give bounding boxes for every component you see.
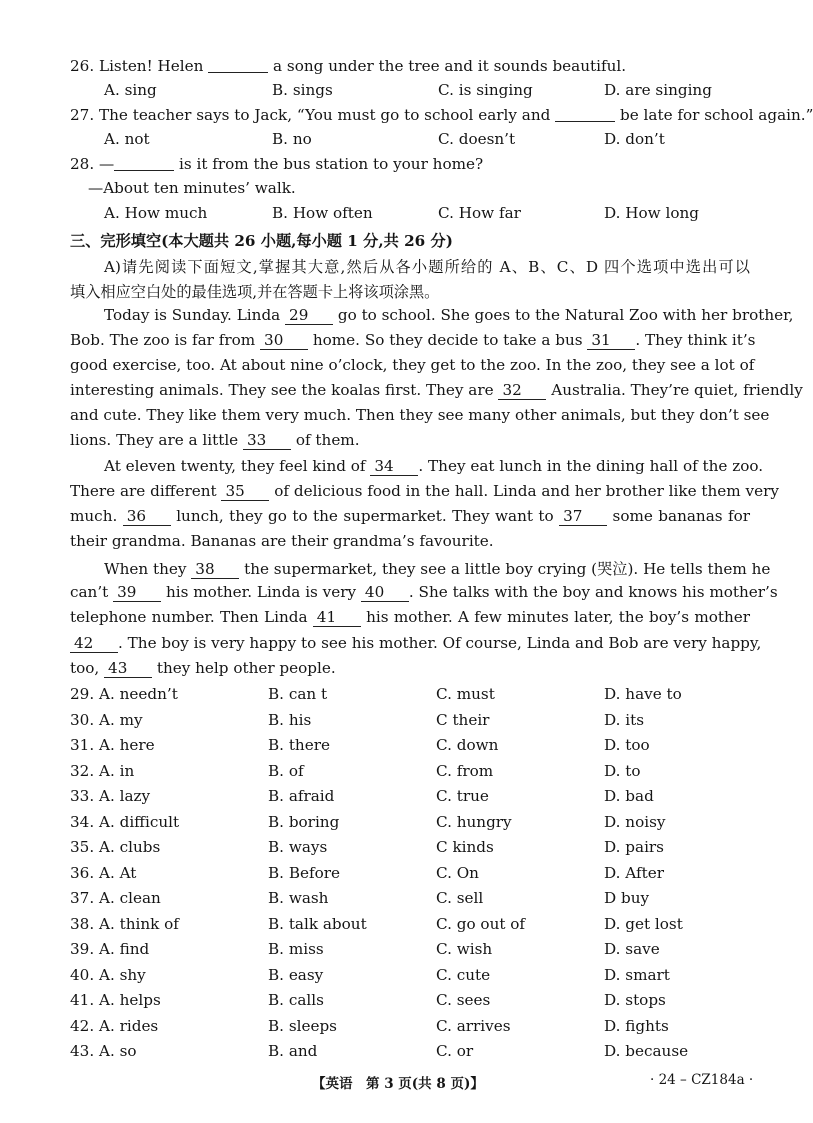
choice-option-b: B. sleeps — [268, 1016, 337, 1035]
choice-row-32 — [70, 762, 760, 786]
passage-line: 42 . The boy is very happy to see his mother. Of course, Linda and Bob are very happy, — [70, 634, 750, 653]
choice-option-c: C. must — [436, 685, 495, 703]
choice-option-a: 35. A. clubs — [70, 838, 161, 856]
options-28 — [104, 204, 764, 226]
question-number: 28. — [70, 155, 95, 173]
choice-option-c: C kinds — [436, 838, 494, 856]
passage-line: interesting animals. They see the koalas first. They are 32 Australia. They’re quiet, friendly — [70, 381, 803, 399]
choice-row-29 — [70, 685, 760, 709]
choice-row-34 — [70, 813, 760, 837]
passage-line: At eleven twenty, they feel kind of 34 . They eat lunch in the dining hall of the zoo. — [104, 457, 764, 475]
choice-option-b: B. talk about — [268, 914, 367, 933]
question-text: be late for school again.” — [620, 106, 813, 124]
choice-row-31 — [70, 736, 760, 760]
choice-option-c: C. hungry — [436, 812, 512, 831]
blank-33: 33 — [243, 431, 291, 450]
choice-option-a: 32. A. in — [70, 761, 135, 780]
choice-row-30 — [70, 711, 760, 735]
question-26 — [70, 57, 760, 75]
choice-row-36 — [70, 864, 760, 888]
section-instruction-line-1: A)请先阅读下面短文,掌握其大意,然后从各小题所给的 A、B、C、D 四个选项中选出可以 — [104, 258, 750, 276]
choice-option-b: B. calls — [268, 991, 324, 1009]
blank-41: 41 — [313, 608, 361, 627]
choice-row-43 — [70, 1042, 760, 1066]
passage-line: and cute. They like them very much. Then they see many other animals, but they don’t see — [70, 406, 770, 424]
passage-line: much. 36 lunch, they go to the supermarket. They want to 37 some bananas for — [70, 507, 751, 525]
options-27 — [104, 130, 764, 152]
choice-option-d: D. its — [604, 710, 645, 729]
choice-option-d: D. noisy — [604, 812, 666, 831]
choice-option-a: 30. A. my — [70, 710, 143, 729]
choice-option-c: C. On — [436, 863, 479, 882]
question-text: The teacher says to Jack, “You must go to school early and — [98, 106, 551, 124]
blank-32: 32 — [498, 381, 546, 400]
blank-34: 34 — [370, 457, 418, 476]
section-instruction-line-2: 填入相应空白处的最佳选项,并在答题卡上将该项涂黑。 — [70, 283, 440, 301]
choice-option-c: C. wish — [436, 940, 493, 958]
choice-option-b: B. ways — [268, 838, 328, 856]
choice-row-40 — [70, 966, 760, 990]
choice-option-c: C. from — [436, 761, 494, 780]
choice-row-35 — [70, 838, 760, 862]
question-text: — — [98, 155, 115, 173]
choice-option-d: D. smart — [604, 965, 670, 984]
choice-option-a: 39. A. find — [70, 940, 150, 958]
choice-row-37 — [70, 889, 760, 913]
choice-option-b: B. afraid — [268, 787, 335, 805]
choice-option-c: C. or — [436, 1042, 474, 1060]
passage-line: their grandma. Bananas are their grandma’s favourite. — [70, 532, 494, 550]
choice-option-b: B. and — [268, 1042, 318, 1060]
choice-row-41 — [70, 991, 760, 1015]
choice-option-a: 42. A. rides — [70, 1016, 159, 1035]
option-c: C. doesn’t — [438, 130, 516, 148]
choice-option-b: B. can t — [268, 685, 328, 703]
passage-line: When they 38 the supermarket, they see a little boy crying (哭泣). He tells them he — [104, 560, 771, 578]
option-a: A. How much — [104, 204, 208, 222]
dialogue-reply: —About ten minutes’ walk. — [88, 179, 296, 197]
option-d: D. are singing — [604, 81, 712, 99]
choice-row-38 — [70, 915, 760, 939]
choice-option-a: 40. A. shy — [70, 965, 146, 984]
choice-option-a: 34. A. difficult — [70, 812, 180, 831]
choice-option-b: B. wash — [268, 889, 329, 907]
choice-option-d: D. bad — [604, 787, 654, 805]
choice-option-c: C. go out of — [436, 914, 526, 933]
choice-option-a: 43. A. so — [70, 1042, 137, 1060]
choice-row-33 — [70, 787, 760, 811]
question-text: Listen! Helen — [98, 57, 204, 75]
choice-option-d: D. to — [604, 761, 641, 780]
choice-option-c: C. arrives — [436, 1016, 511, 1035]
choice-option-d: D. too — [604, 736, 650, 754]
option-a: A. sing — [104, 81, 157, 99]
option-a: A. not — [104, 130, 150, 148]
blank-31: 31 — [587, 331, 635, 350]
blank-29: 29 — [285, 306, 333, 325]
option-c: C. How far — [438, 204, 521, 222]
choice-option-d: D. get lost — [604, 914, 683, 933]
choice-option-a: 31. A. here — [70, 736, 155, 754]
question-text: is it from the bus station to your home? — [179, 155, 484, 173]
option-b: B. sings — [272, 81, 333, 99]
blank-35: 35 — [221, 482, 269, 501]
choice-option-b: B. boring — [268, 812, 340, 831]
option-b: B. How often — [272, 204, 373, 222]
question-number: 26. — [70, 57, 95, 75]
choice-option-d: D. because — [604, 1042, 689, 1060]
passage-line: lions. They are a little 33 of them. — [70, 431, 360, 449]
choice-option-d: D. fights — [604, 1016, 669, 1035]
passage-line: Today is Sunday. Linda 29 go to school. She goes to the Natural Zoo with her brother, — [104, 306, 794, 324]
choice-option-d: D. stops — [604, 991, 666, 1009]
passage-line: There are different 35 of delicious food in the hall. Linda and her brother like them very — [70, 482, 779, 500]
question-text: a song under the tree and it sounds beautiful. — [273, 57, 627, 75]
choice-option-b: B. miss — [268, 940, 324, 958]
question-28 — [70, 155, 760, 173]
options-26 — [104, 81, 764, 103]
choice-option-d: D. pairs — [604, 838, 664, 856]
answer-blank — [114, 156, 174, 171]
section-title: 三、完形填空(本大题共 26 小题,每小题 1 分,共 26 分) — [70, 232, 453, 250]
question-number: 27. — [70, 106, 95, 124]
page-indicator: 【英语 第 3 页(共 8 页)】 — [312, 1076, 484, 1092]
passage-line: can’t 39 his mother. Linda is very 40 . She talks with the boy and knows his mother’s — [70, 583, 778, 601]
option-b: B. no — [272, 130, 312, 148]
question-28-answer — [88, 179, 778, 197]
blank-42: 42 — [70, 634, 118, 653]
blank-40: 40 — [361, 583, 409, 602]
blank-30: 30 — [260, 331, 308, 350]
choice-option-b: B. Before — [268, 863, 340, 882]
choice-option-b: B. his — [268, 710, 312, 729]
blank-36: 36 — [123, 507, 171, 526]
passage-line: telephone number. Then Linda 41 his mother. A few minutes later, the boy’s mother — [70, 608, 751, 626]
choice-option-b: B. easy — [268, 965, 324, 984]
choice-option-b: B. there — [268, 736, 330, 754]
choice-row-39 — [70, 940, 760, 964]
choice-option-a: 29. A. needn’t — [70, 685, 178, 703]
choice-option-c: C. down — [436, 736, 499, 754]
choice-option-a: 33. A. lazy — [70, 787, 151, 805]
choice-option-d: D. save — [604, 940, 660, 958]
passage-line: Bob. The zoo is far from 30 home. So they decide to take a bus 31 . They think it’s — [70, 331, 756, 349]
choice-option-c: C. true — [436, 787, 489, 805]
choice-option-a: 36. A. At — [70, 863, 137, 882]
option-d: D. How long — [604, 204, 700, 222]
choice-option-c: C. sees — [436, 991, 491, 1009]
choice-option-c: C. cute — [436, 965, 491, 984]
choice-option-c: C. sell — [436, 889, 484, 907]
choice-row-42 — [70, 1017, 760, 1041]
choice-option-a: 37. A. clean — [70, 889, 161, 907]
option-d: D. don’t — [604, 130, 665, 148]
answer-blank — [208, 58, 268, 73]
passage-line: good exercise, too. At about nine o’clock, they get to the zoo. In the zoo, they see a lot of — [70, 356, 755, 374]
answer-blank — [555, 107, 615, 122]
choice-option-a: 41. A. helps — [70, 991, 161, 1009]
option-c: C. is singing — [438, 81, 533, 99]
blank-43: 43 — [104, 659, 152, 678]
blank-38: 38 — [191, 560, 239, 579]
choice-option-b: B. of — [268, 761, 304, 780]
choice-option-d: D. have to — [604, 685, 682, 703]
question-27 — [70, 106, 813, 124]
passage-line: too, 43 they help other people. — [70, 659, 336, 677]
choice-option-d: D. After — [604, 863, 664, 882]
exam-code: · 24 – CZ184a · — [650, 1072, 754, 1088]
choice-option-a: 38. A. think of — [70, 914, 179, 933]
choice-option-c: C their — [436, 710, 490, 729]
blank-39: 39 — [113, 583, 161, 602]
page-footer — [0, 1072, 794, 1096]
blank-37: 37 — [559, 507, 607, 526]
choice-option-d: D buy — [604, 889, 650, 907]
